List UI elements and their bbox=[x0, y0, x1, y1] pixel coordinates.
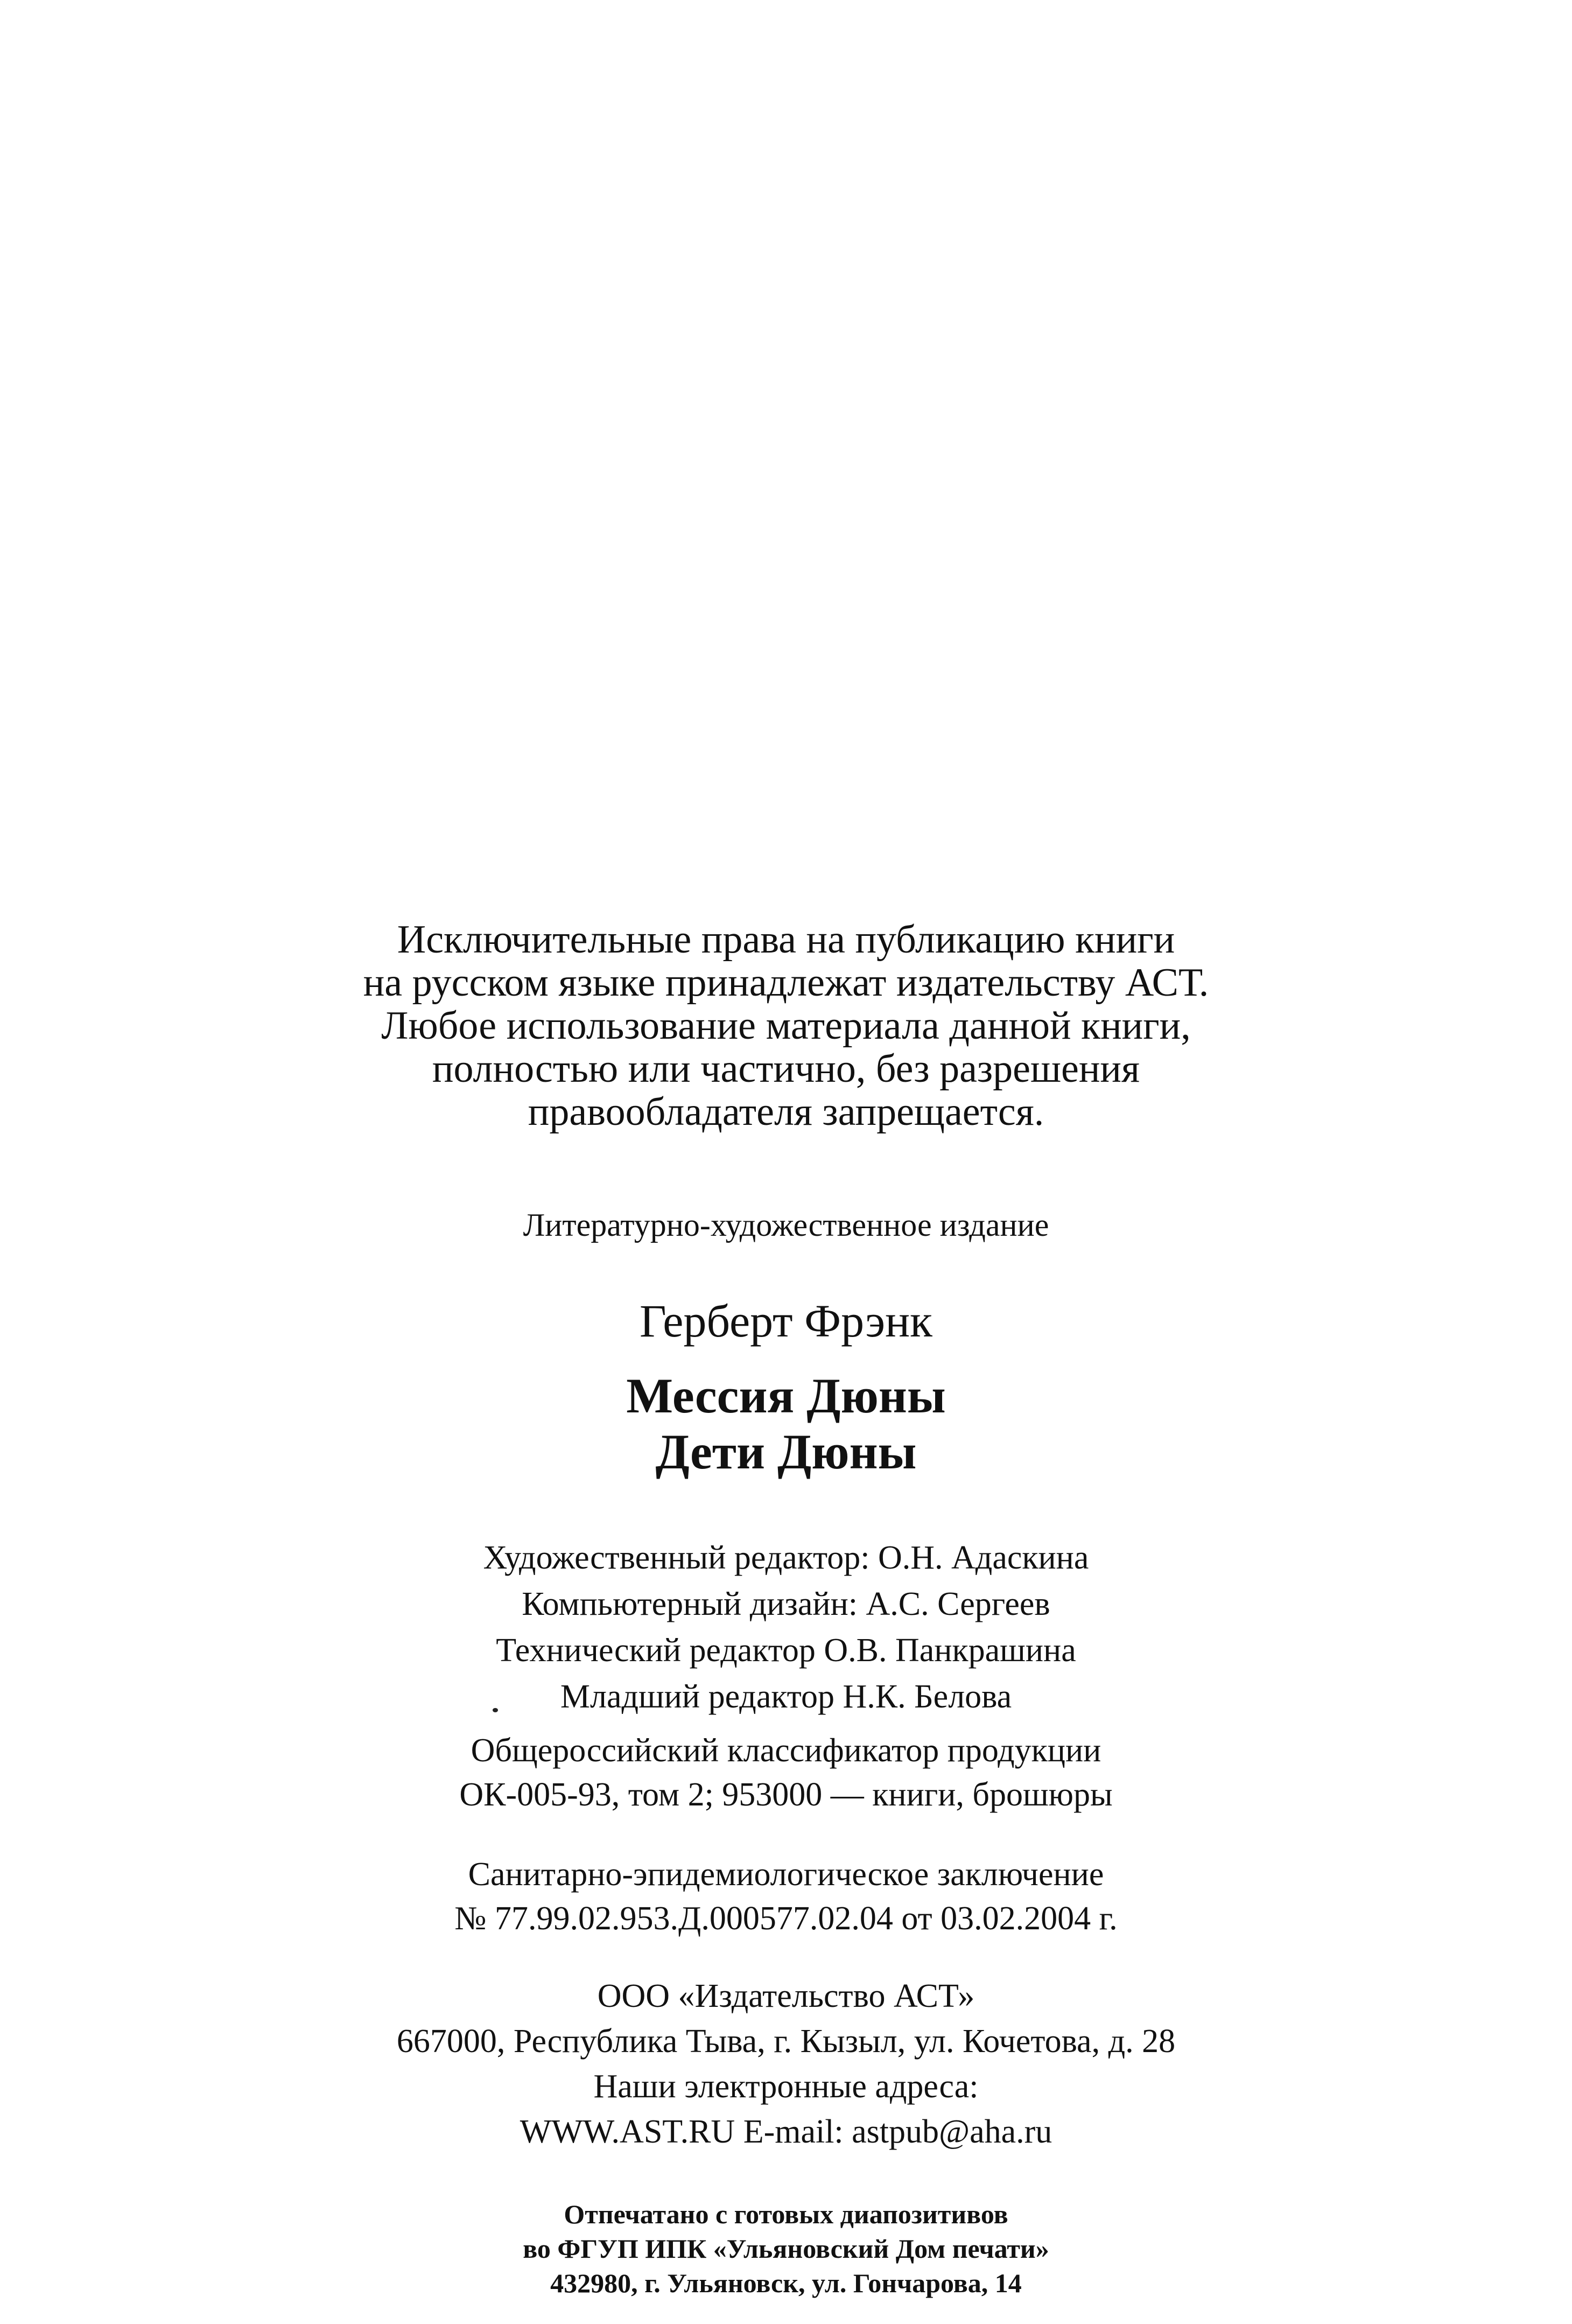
product-classifier bbox=[0, 1728, 1572, 1817]
publisher-line: WWW.AST.RU E-mail: astpub@aha.ru bbox=[520, 2113, 1052, 2150]
credit-line: Компьютерный дизайн: А.С. Сергеев bbox=[522, 1586, 1050, 1622]
sanitary-conclusion bbox=[0, 1852, 1572, 1941]
credit-line: Технический редактор О.В. Панкрашина bbox=[496, 1632, 1076, 1669]
printer-line: Отпечатано с готовых диапозитивов bbox=[564, 2199, 1008, 2229]
sanitary-line: Санитарно-эпидемиологическое заключение bbox=[468, 1856, 1104, 1893]
publisher-line: ООО «Издательство АСТ» bbox=[597, 1978, 975, 2014]
credit-line: Художественный редактор: О.Н. Адаскина bbox=[483, 1539, 1089, 1576]
edition-type bbox=[0, 1206, 1572, 1244]
printer-info bbox=[0, 2197, 1572, 2300]
printer-line: во ФГУП ИПК «Ульяновский Дом печати» bbox=[523, 2234, 1049, 2264]
publisher-line: Наши электронные адреса: bbox=[593, 2068, 979, 2105]
book-title: Дети Дюны bbox=[655, 1424, 917, 1479]
author-name: Герберт Фрэнк bbox=[640, 1295, 932, 1347]
publisher-info bbox=[0, 1973, 1572, 2154]
rights-line: на русском языке принадлежат издательству АСТ. bbox=[363, 961, 1209, 1005]
rights-line: полностью или частично, без разрешения bbox=[432, 1047, 1140, 1091]
classifier-line: ОК-005-93, том 2; 953000 — книги, брошюры bbox=[459, 1776, 1113, 1813]
rights-notice bbox=[0, 918, 1572, 1133]
credits bbox=[0, 1535, 1572, 1720]
rights-line: правообладателя запрещается. bbox=[528, 1090, 1044, 1134]
publisher-line: 667000, Республика Тыва, г. Кызыл, ул. Кочетова, д. 28 bbox=[396, 2023, 1176, 2060]
credit-line: Младший редактор Н.К. Белова bbox=[560, 1678, 1012, 1715]
edition-type-text: Литературно-художественное издание bbox=[523, 1207, 1049, 1243]
rights-line: Исключительные права на публикацию книги bbox=[397, 918, 1175, 962]
sanitary-line: № 77.99.02.953.Д.000577.02.04 от 03.02.2004 г. bbox=[454, 1900, 1118, 1937]
classifier-line: Общероссийский классификатор продукции bbox=[471, 1732, 1101, 1769]
rights-line: Любое использование материала данной книги, bbox=[381, 1004, 1191, 1048]
printer-line: 432980, г. Ульяновск, ул. Гончарова, 14 bbox=[550, 2268, 1022, 2298]
author bbox=[0, 1295, 1572, 1347]
print-speck bbox=[493, 1708, 498, 1712]
book-titles bbox=[0, 1368, 1572, 1480]
book-title: Мессия Дюны bbox=[626, 1368, 946, 1423]
